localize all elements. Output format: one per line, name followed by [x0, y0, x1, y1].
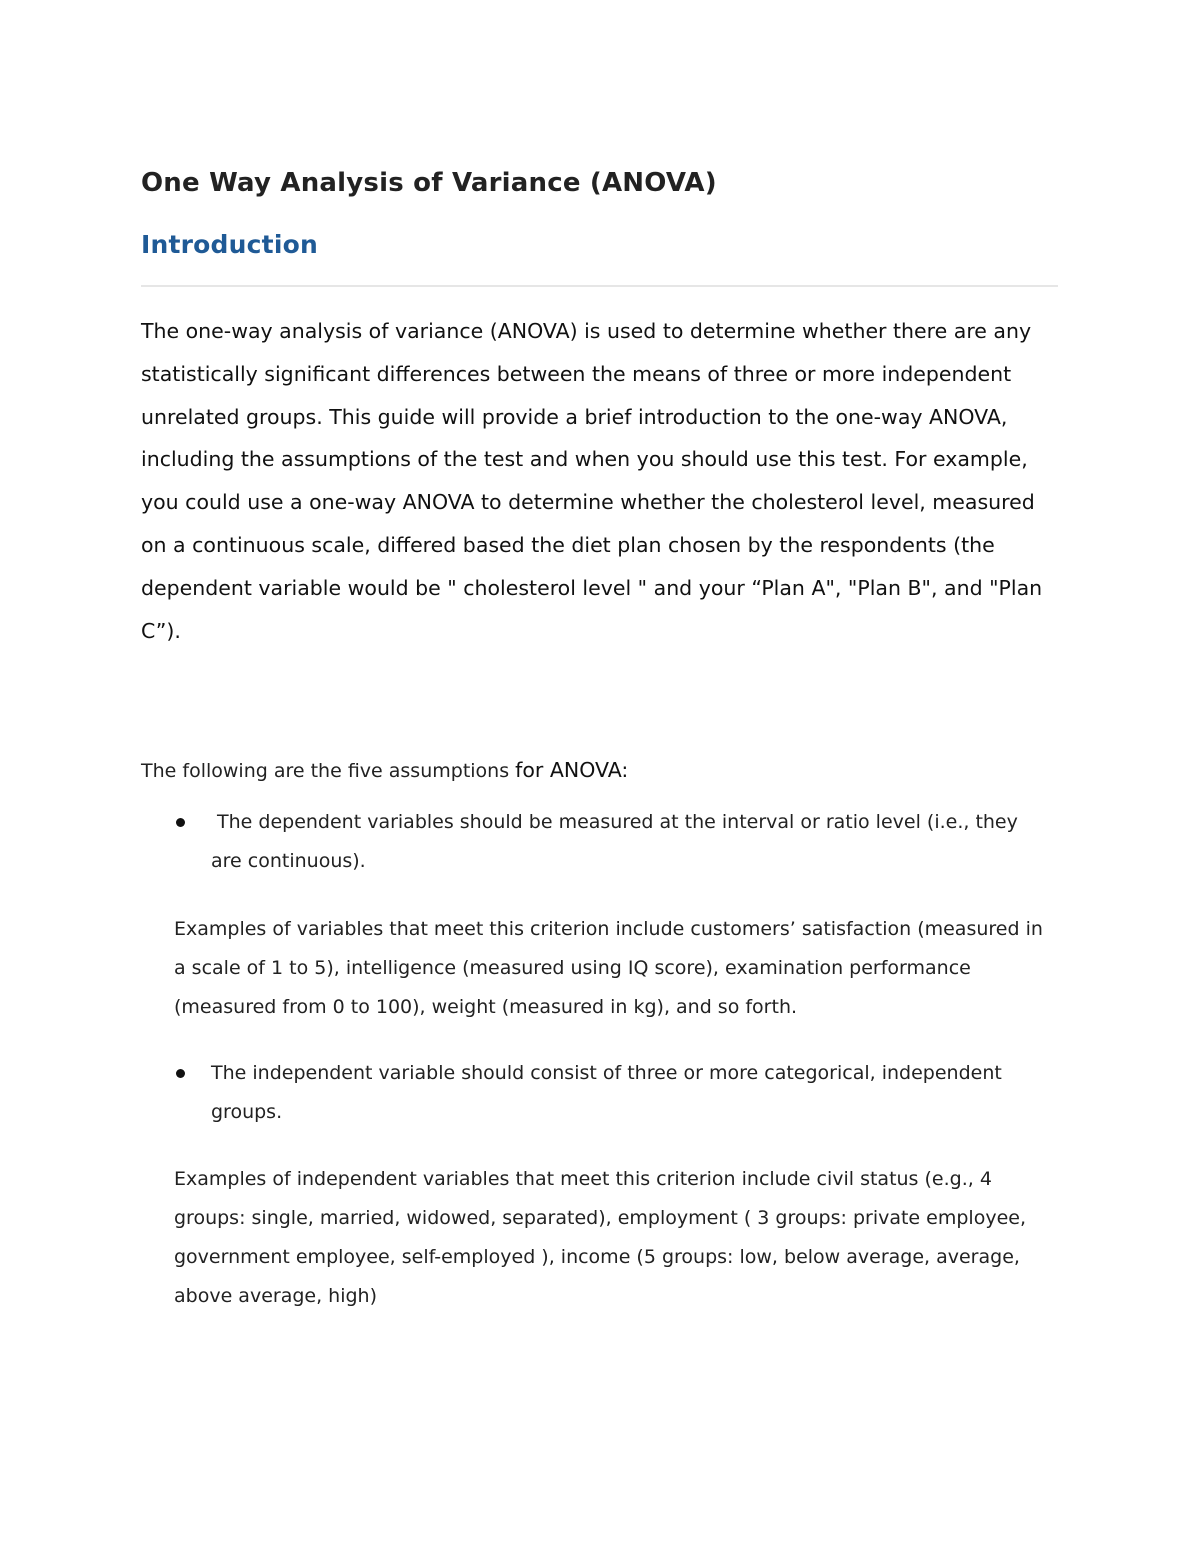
assumptions-lead-suffix: for ANOVA:	[515, 758, 629, 782]
section-heading-introduction: Introduction	[141, 230, 318, 259]
assumption-text-2: The independent variable should consist of three or more categorical, independent groups.	[211, 1062, 1002, 1123]
assumption-bullet-1	[176, 803, 1036, 881]
bullet-dot-icon	[176, 1069, 185, 1078]
intro-paragraph: The one-way analysis of variance (ANOVA) is used to determine whether there are any statistically significant differences between the means of three or more independent unrelated groups. This guide will provide a brief introduction to the one-way ANOVA, including the assumptions of the test and when you should use this test. For example, you could use a one-way ANOVA to determine whether the cholesterol level, measured on a continuous scale, differed based the diet plan chosen by the respondents (the dependent variable would be " cholesterol level " and your “Plan A", "Plan B", and "Plan C”).	[141, 319, 1043, 643]
assumptions-lead-text: The following are the five assumptions	[141, 760, 516, 782]
assumption-bullet-2	[176, 1054, 1036, 1132]
assumption-example-1: Examples of variables that meet this criterion include customers’ satisfaction (measured in a scale of 1 to 5), intelligence (measured using IQ score), examination performance (measured from 0 to 100), weight (measured in kg), and so forth.	[174, 918, 1043, 1018]
horizontal-divider	[141, 285, 1058, 287]
document-title: One Way Analysis of Variance (ANOVA)	[141, 168, 717, 198]
bullet-dot-icon	[176, 818, 185, 827]
assumptions-lead	[141, 752, 628, 789]
assumption-example-2: Examples of independent variables that meet this criterion include civil status (e.g., 4 groups: single, married, widowed, separated), employment ( 3 groups: private employee, government employee, self-employed ), income (5 groups: low, below average, average, above average, high)	[174, 1168, 1026, 1307]
assumption-text-1: The dependent variables should be measured at the interval or ratio level (i.e., they are continuous).	[211, 811, 1018, 872]
